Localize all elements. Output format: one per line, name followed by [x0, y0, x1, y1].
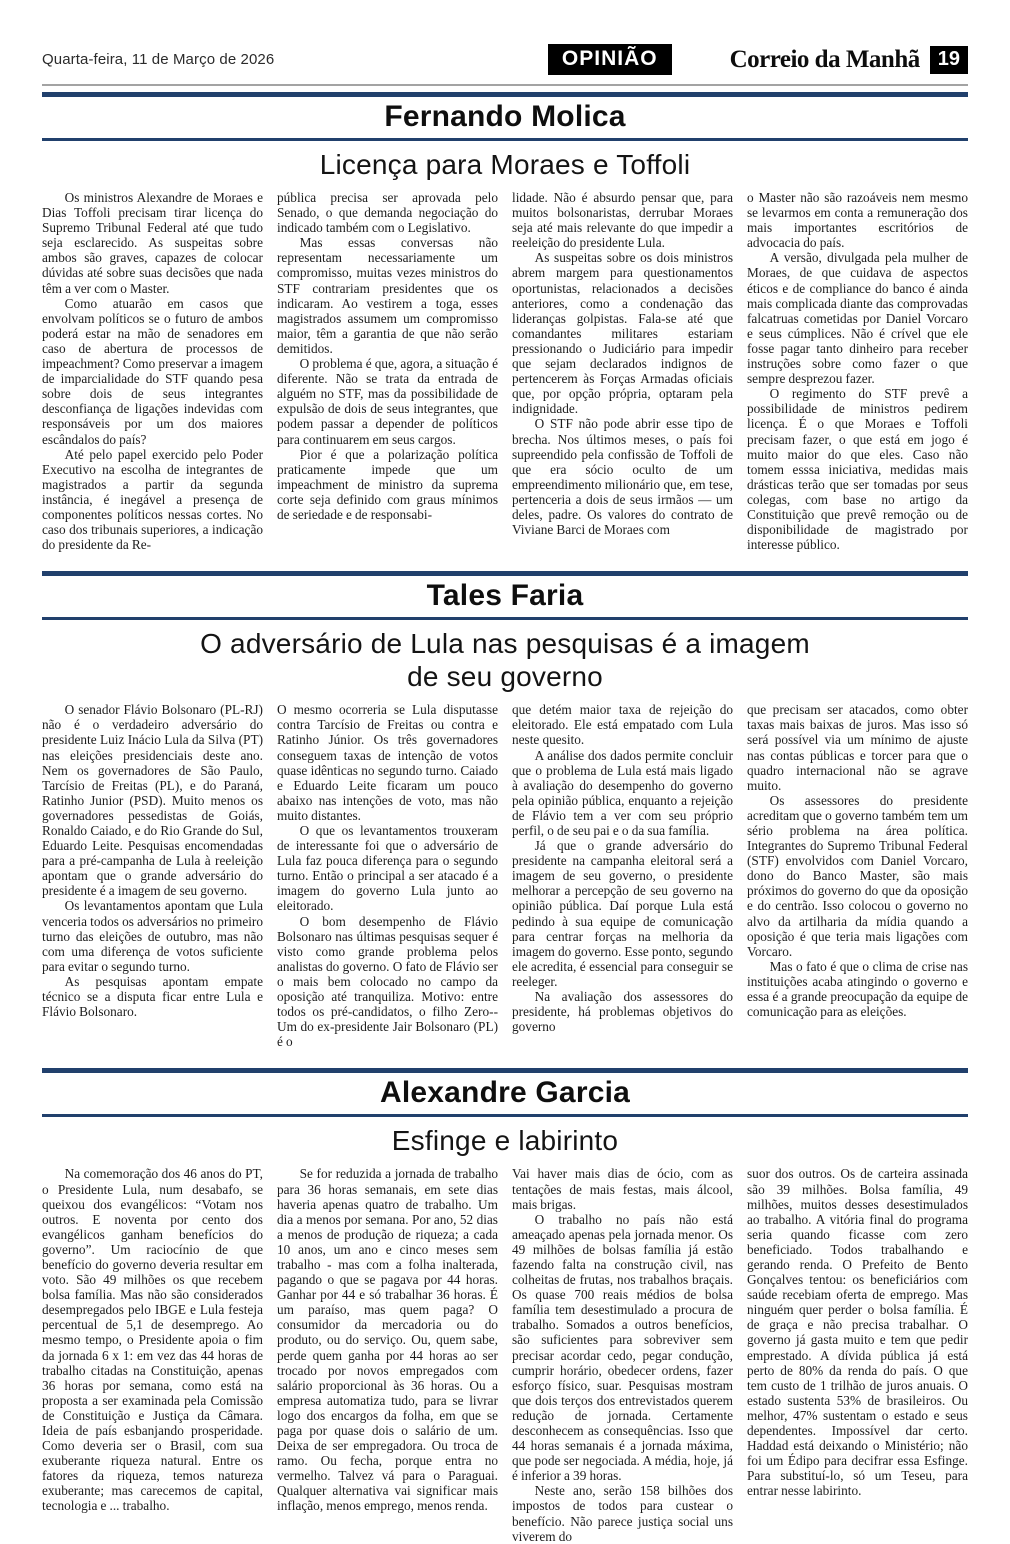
article-paragraph: O bom desempenho de Flávio Bolsonaro nas últimas pesquisas sequer é visto como grande problema pelos analistas do governo. O fato de Flávio ser o mais bem colocado no campo da oposição até tranquiliza. Motivo: entre todos os pré-candidatos, o filho Zero--Um do ex-presidente Jair Bolsonaro (PL) é o — [277, 913, 498, 1050]
page-number: 19 — [930, 46, 968, 74]
article-paragraph: O mesmo ocorreria se Lula disputasse contra Tarcísio de Freitas ou contra e Ratinho Júnior. Os três governadores conseguem taxas de intenção de votos quase idênticas no segundo turno. Caiado e Eduardo Leite ficaram um pouco abaixo nas intenções de voto, mas não muito distantes. — [277, 702, 498, 823]
article-column-4 — [747, 702, 968, 1049]
article-paragraph: Até pelo papel exercido pelo Poder Executivo na escolha de integrantes de magistrados a partir da segunda instância, é inegável a presença de componentes políticos nessas cortes. No caso dos tribunais superiores, a indicação do presidente da Re- — [42, 446, 263, 553]
article-paragraph: Na avaliação dos assessores do presidente, há problemas objetivos do governo — [512, 989, 733, 1035]
article-column-3 — [512, 1166, 733, 1543]
article-paragraph: O regimento do STF prevê a possibilidade de ministros pedirem licença. É o que Moraes e Toffoli precisam fazer, o que está em jogo é muito maior do que eles. Caso não tomem esssa iniciativa, medidas mais drásticas terão que ser tomadas por seus colegas, com base no artigo da Constituição que prevê remoção ou de disponibilidade de magistrado por interesse público. — [747, 386, 968, 553]
byline-bottom-rule — [42, 617, 968, 620]
article-paragraph: Mas essas conversas não representam necessariamente um compromisso, muitas vezes ministros do STF contrariam presidentes que os indicaram. Ao vestirem a toga, esses magistrados assumem um compromisso maior, têm a garantia de que não serão demitidos. — [277, 235, 498, 356]
author-byline: Tales Faria — [426, 579, 584, 613]
article-section-3 — [42, 1068, 968, 1543]
section-top-rule — [42, 571, 968, 576]
author-byline: Fernando Molica — [384, 100, 626, 133]
section-top-rule — [42, 92, 968, 97]
author-byline: Alexandre Garcia — [380, 1076, 630, 1110]
article-column-1 — [42, 702, 263, 1049]
article-paragraph: Os ministros Alexandre de Moraes e Dias Toffoli precisam tirar licença do Supremo Tribunal Federal até que tudo seja esclarecido. As suspeitas sobre ambos são graves, capazes de colocar dúvidas até sobre suas decisões que nada têm a ver com o Master. — [42, 190, 263, 296]
section-label: OPINIÃO — [548, 44, 672, 75]
byline-bottom-rule — [42, 1114, 968, 1117]
article-paragraph: pública precisa ser aprovada pelo Senado, o que demanda negociação do indicado também com o Legislativo. — [277, 190, 498, 236]
article-paragraph: suor dos outros. Os de carteira assinada são 39 milhões. Bolsa família, 49 milhões, muitos desses desestimulados ao trabalho. A vitória final do programa seria quando ficasse com zero beneficiado. Todos trabalhando e gerando renda. O Prefeito de Bento Gonçalves tentou: os beneficiários com saúde recebiam oferta de emprego. Mas ninguém quer perder o bolsa família. É de graça e não precisa trabalhar. O governo já gasta muito e tem que pedir emprestado. A dívida pública já está perto de 80% da renda do país. O que tem custo de 1 trilhão de juros anuais. O estado sustenta 53% de brasileiros. Ou melhor, 47% sustentam o estado e seus dependentes. Impossível dar certo. Haddad está deixando o Ministério; não foi um Édipo para decifrar essa Esfinge. Para substituí-lo, só um Teseu, para entrar nesse labirinto. — [747, 1166, 968, 1499]
article-paragraph: o Master não são razoáveis nem mesmo se levarmos em conta a remuneração dos mais importantes escritórios de advocacia do país. — [747, 190, 968, 251]
article-paragraph: A versão, divulgada pela mulher de Moraes, de que cuidava de aspectos éticos e de compliance do banco é ainda mais complicada diante das comprovadas falcatruas cometidas por Daniel Vorcaro e seus cúmplices. Não é crível que ele fosse pagar tanto dinheiro para receber instruções sobre como fazer o que sempre desprezou fazer. — [747, 250, 968, 387]
article-paragraph: As pesquisas apontam empate técnico se a disputa ficar entre Lula e Flávio Bolsonaro. — [42, 973, 263, 1020]
section-top-rule — [42, 1068, 968, 1073]
article-paragraph: Neste ano, serão 158 bilhões dos impostos de todos para custear o benefício. Não parece justiça social uns viverem do — [512, 1483, 733, 1544]
article-paragraph: O trabalho no país não está ameaçado apenas pela jornada menor. Os 49 milhões de bolsas família já estão fazendo falta na construção civil, nas colheitas de frutas, nos trabalhos braçais. Os quase 700 reais médios de bolsa família tem desestimulado a procura de trabalho. Somados a outros benefícios, são suficientes para sobreviver sem precisar acordar cedo, pegar condução, cumprir horário, obedecer ordens, fazer esforço físico, suar. Pesquisas mostram que dois terços dos entrevistados querem redução de jornada. Certamente desconhecem as consequências. Isso que 44 horas semanais é a jornada máxima, que pode ser negociada. A média, hoje, já é inferior a 39 horas. — [512, 1211, 733, 1484]
article-body — [42, 190, 968, 552]
article-column-1 — [42, 1166, 263, 1543]
article-paragraph: O que os levantamentos trouxeram de interessante foi que o adversário de Lula faz pouca diferença para o segundo turno. Então o principal a ser atacado é a imagem do governo Lula junto ao eleitorado. — [277, 823, 498, 914]
article-body — [42, 1166, 968, 1543]
article-paragraph: Os assessores do presidente acreditam que o governo também tem um sério problema na área política. Integrantes do Supremo Tribunal Federal (STF) envolvidos com Daniel Vorcaro, dono do Banco Master, são mais próximos do governo do que da oposição e do centrão. Isso colocou o governo no alvo da artilharia da mídia quando a oposição é que teria mais ligações com Vorcaro. — [747, 792, 968, 959]
article-paragraph: Mas o fato é que o clima de crise nas instituições acaba atingindo o governo e essa é a grande preocupação da equipe de comunicação para as eleições. — [747, 958, 968, 1020]
article-headline: Esfinge e labirinto — [391, 1125, 619, 1157]
article-paragraph: Os levantamentos apontam que Lula venceria todos os adversários no primeiro turno das eleições de outubro, mas não com uma diferença de votos suficiente para evitar o segundo turno. — [42, 898, 263, 974]
article-section-2 — [42, 571, 968, 1049]
article-column-4 — [747, 1166, 968, 1543]
article-paragraph: Pior é que a polarização política praticamente impede que um impeachment de ministro da suprema corte seja definido com graus mínimos de seriedade e de responsabi- — [277, 446, 498, 522]
article-paragraph: lidade. Não é absurdo pensar que, para muitos bolsonaristas, derrubar Moraes seja até mais relevante do que impedir a reeleição do presidente Lula. — [512, 190, 733, 251]
article-paragraph: A análise dos dados permite concluir que o problema de Lula está mais ligado à avaliação do desempenho do governo pela opinião pública, enquanto a rejeição de Flávio tem a ver com seu próprio perfil, o de seu pai e o da sua família. — [512, 747, 733, 838]
article-column-2 — [277, 190, 498, 552]
article-paragraph: que detém maior taxa de rejeição do eleitorado. Ele está empatado com Lula neste quesito. — [512, 702, 733, 748]
article-paragraph: Na comemoração dos 46 anos do PT, o Presidente Lula, num desabafo, se queixou dos evangélicos: “Votam nos outros. E noventa por cento dos evangélicos ganham benefícios do governo”. Um raciocínio de que benefício do governo deveria resultar em voto. São 49 milhões os que recebem bolsa família. Mas não são considerados desempregados pelo IBGE e Lula festeja percentual de 5,1 de desemprego. Ao mesmo tempo, o Presidente apoia o fim da jornada 6 x 1: em vez das 44 horas de trabalho citadas na Constituição, apenas 36 horas por semana, como está na proposta a ser examinada pela Comissão de Constituição e Justiça da Câmara. Ideia de país esbanjando prosperidade. Como deveria ser o Brasil, com sua exuberante riqueza natural. Entre os fatores da riqueza, temos natureza exuberante; mas carecemos de capital, tecnologia e ... trabalho. — [42, 1166, 263, 1514]
date-label: Quarta-feira, 11 de Março de 2026 — [42, 51, 275, 68]
article-paragraph: O senador Flávio Bolsonaro (PL-RJ) não é o verdadeiro adversário do presidente Luiz Inácio Lula da Silva (PT) nas eleições presidenciais deste ano. Nem os governadores de São Paulo, Tarcísio de Freitas (PL), e do Paraná, Ratinho Junior (PSD). Muito menos os governadores pessedistas de Goiás, Ronaldo Caiado, e do Rio Grande do Sul, Eduardo Leite. Pesquisas encomendadas para a pré-campanha de Lula à reeleição apontam que o grande adversário do presidente é a imagem de seu governo. — [42, 702, 263, 899]
article-paragraph: As suspeitas sobre os dois ministros abrem margem para questionamentos oportunistas, relacionados a decisões anteriores, como a condenação das lideranças golpistas. Fala-se até que comandantes militares estariam pressionando o Judiciário para impedir que sejam declarados indignos de pertencerem às Forças Armadas oficiais que, por opção própria, optaram pela indignidade. — [512, 250, 733, 417]
article-column-3 — [512, 702, 733, 1049]
article-column-2 — [277, 1166, 498, 1543]
page-header — [42, 0, 968, 75]
article-column-2 — [277, 702, 498, 1049]
article-paragraph: que precisam ser atacados, como obter taxas mais baixas de juros. Mas isso só será possível via um mínimo de ajuste nas contas públicas e torcer para que o quadro internacional não se agrave muito. — [747, 702, 968, 793]
articles-container — [42, 92, 968, 1544]
article-column-3 — [512, 190, 733, 552]
article-section-1 — [42, 92, 968, 552]
article-body — [42, 702, 968, 1049]
article-paragraph: Já que o grande adversário do presidente na campanha eleitoral será a imagem de seu governo, o presidente melhorar a percepção de seu governo na opinião pública. Daí porque Lula está pedindo à sua equipe de comunicação para centrar forças na melhoria da imagem do governo. Esse ponto, segundo ele acredita, é essencial para conseguir se reeleger. — [512, 838, 733, 989]
newspaper-masthead: Correio da Manhã — [729, 45, 920, 73]
byline-bottom-rule — [42, 138, 968, 141]
article-paragraph: Vai haver mais dias de ócio, com as tentações de mais festas, mais álcool, mais brigas. — [512, 1166, 733, 1212]
article-paragraph: Se for reduzida a jornada de trabalho para 36 horas semanais, em sete dias haveria apenas quatro de trabalho. Um dia a menos por semana. Por ano, 52 dias a menos de produção de riqueza; a cada 10 anos, um ano e cinco meses sem trabalho - mas com a folha inalterada, pagando o que se pagava por 44 horas. Ganhar por 44 e só trabalhar 36 horas. É um paraíso, mas quem paga? O consumidor da mercadoria ou do produto, ou do serviço. Ou, quem sabe, perde quem ganha por 44 horas ao ser trocado por novos empregados com salário proporcional às 36 horas. Ou a empresa automatiza tudo, para se livrar logo dos encargos da folha, em que se paga por quase dois o salário de um. Deixa de ser empregadora. Ou troca de ramo. Ou fecha, porque entra no vermelho. Talvez vá para o Paraguai. Qualquer alternativa vai significar mais inflação, menos emprego, menos renda. — [277, 1166, 498, 1514]
article-paragraph: Como atuarão em casos que envolvam políticos se o futuro de ambos poderá estar na mão de senadores em caso de abertura de processos de impeachment? Como preservar a imagem de imparcialidade do STF quando pesa sobre dois de seus integrantes desconfiança de ligações indevidas com responsáveis por um dos maiores escândalos do país? — [42, 295, 263, 447]
article-headline: Licença para Moraes e Toffoli — [319, 149, 691, 180]
article-paragraph: O STF não pode abrir esse tipo de brecha. Nos últimos meses, o país foi supreendido pela confissão de Toffoli de que era sócio oculto de um empreendimento milionário que, em tese, pertenceria a dois de seus irmãos — um deles, padre. Os valores do contrato de Viviane Barci de Moraes com — [512, 416, 733, 538]
article-column-1 — [42, 190, 263, 552]
article-paragraph: O problema é que, agora, a situação é diferente. Não se trata da entrada de alguém no STF, mas da possibilidade de expulsão de dois de seus integrantes, que podem passar a depender de políticos para continuarem em seus cargos. — [277, 356, 498, 447]
header-rule — [42, 84, 968, 86]
article-headline: O adversário de Lula nas pesquisas é a imagem de seu governo — [200, 628, 810, 693]
article-column-4 — [747, 190, 968, 552]
